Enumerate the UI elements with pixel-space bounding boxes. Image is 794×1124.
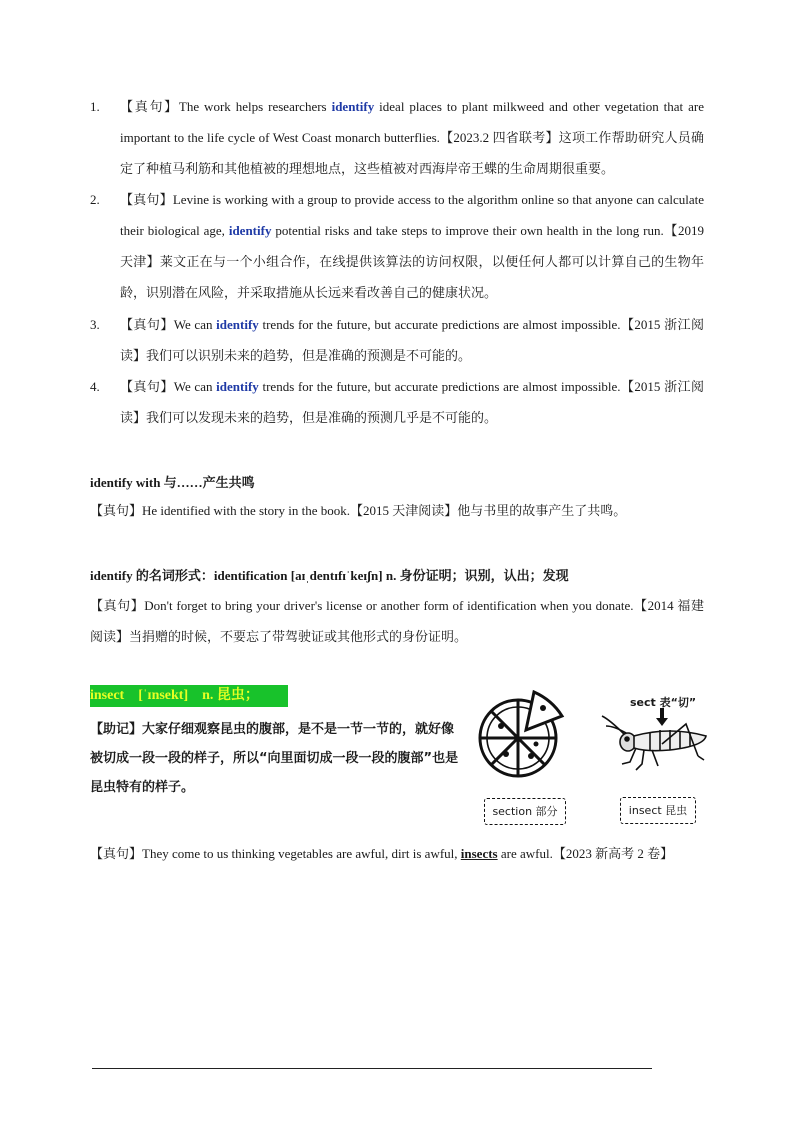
arrow-icon [656, 708, 668, 726]
sentence-text: trends for the future, but accurate predictions are almost impossible.【2015 浙江阅读】我们可以发现未来的趋势，但是准确的预测几乎是不可能的。 [120, 379, 704, 425]
pizza-illustration [476, 686, 570, 786]
item-number: 3. [90, 317, 100, 332]
item-body [120, 309, 704, 371]
sentence-text: 【真句】Levine is working with a group to provide access to the algorithm online so that anyone can calculate their biological age, [120, 192, 704, 238]
keyword: identify [216, 379, 259, 394]
noun-heading: identify 的名词形式：identification [aɪˌdentɪfɪˈkeɪʃn] n. 身份证明；识别，认出；发现 [90, 568, 569, 583]
phrase-heading: identify with 与……产生共鸣 [90, 475, 255, 490]
keyword: insects [460, 846, 498, 861]
keyword: identify [228, 223, 272, 238]
item-body [120, 184, 704, 308]
example-item-1 [90, 91, 704, 184]
caption-section: section 部分 [484, 798, 566, 825]
sentence-text: 【真句】We can [120, 379, 217, 394]
footer-divider [92, 1068, 652, 1069]
item-body [120, 371, 704, 433]
keyword: identify [216, 317, 259, 332]
noun-sentence: 【真句】Don't forget to bring your driver's license or another form of identification when you donate.【2014 福建阅读】当捐赠的时候，不要忘了带驾驶证或其他形式的身份证明。 [90, 598, 704, 644]
item-body [120, 91, 704, 184]
sentence-text: 【真句】The work helps researchers [120, 99, 332, 114]
item-number: 1. [90, 99, 100, 114]
caption-insect: insect 昆虫 [620, 797, 696, 824]
example-item-2 [90, 184, 704, 308]
keyword: identify [331, 99, 375, 114]
insect-sentence [90, 838, 715, 869]
item-number: 2. [90, 192, 100, 207]
phrase-sentence: 【真句】He identified with the story in the book.【2015 天津阅读】他与书里的故事产生了共鸣。 [90, 503, 627, 518]
sentence-text: are awful.【2023 新高考 2 卷】 [497, 846, 674, 861]
example-item-3 [90, 309, 704, 371]
mnemonic-text: 【助记】大家仔细观察昆虫的腹部，是不是一节一节的，就好像被切成一段一段的样子，所以“向里面切成一段一段的腹部”也是昆虫特有的样子。 [90, 722, 459, 795]
item-number: 4. [90, 379, 100, 394]
pizza-slice-icon [526, 692, 562, 730]
sentence-text: 【真句】They come to us thinking vegetables are awful, dirt is awful, [90, 846, 461, 861]
example-item-4 [90, 371, 704, 433]
grasshopper-icon [602, 716, 706, 770]
sentence-text: ideal places to plant milkweed and other vegetation that are important to the life cycle of West Coast monarch butterflies.【2023.2 四省联考】这项工作帮助研究人员确定了种植马利筋和其他植被的理想地点，这些植被对西海岸帝王蝶的生命周期很重要。 [120, 99, 704, 176]
highlighted-vocab-word: insect [ˈɪnsekt] n. 昆虫； [90, 685, 288, 707]
sentence-text: trends for the future, but accurate predictions are almost impossible.【2015 浙江阅读】我们可以识别未来的趋势，但是准确的预测是不可能的。 [120, 317, 704, 363]
sect-label: sect 表“切” [630, 696, 697, 709]
sentence-text: potential risks and take steps to improve their own health in the long run.【2019 天津】莱文正在与一个小组合作，在线提供该算法的访问权限，以便任何人都可以计算自己的生物年龄，识别潜在风险，并采取措施从长远来看改善自己的健康状况。 [120, 223, 705, 300]
grasshopper-illustration [600, 700, 710, 778]
sentence-text: 【真句】We can [120, 317, 217, 332]
